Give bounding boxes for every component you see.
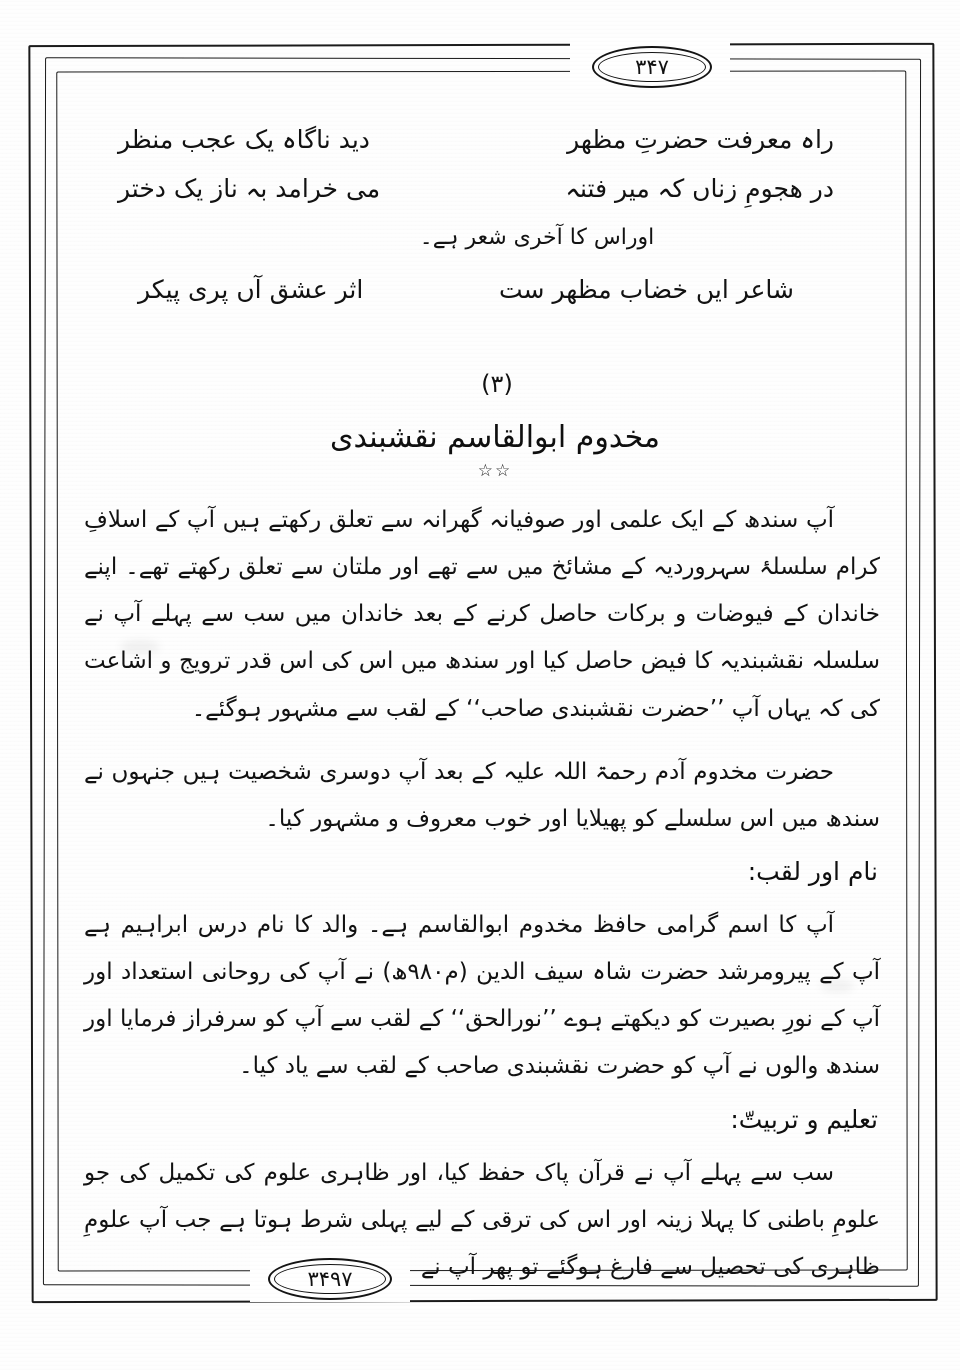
body-paragraph-name: آپ کا اسم گرامی حافظ مخدوم ابوالقاسم ہے۔ والد کا نام درس ابراہیم ہے آپ کے پیرومرشد حضرت شاہ سیف الدین (م۹۸۰ھ) نے آپ کی روحانی استعداد اور آپ کے نورِ بصیرت کو دیکھتے ہوے ’’نورالحق‘‘ کے لقب سے آپ کو سرفراز فرمایا اور سندھ والوں نے آپ کو حضرت نقشبندی صاحب کے لقب سے یاد کیا۔: [84, 911, 880, 1080]
hemistich-right: در هجومِ زناں کہ میر فتنہ: [565, 173, 834, 203]
body-paragraph: آپ سندھ کے ایک علمی اور صوفیانہ گھرانہ سے تعلق رکھتے ہیں آپ کے اسلافِ کرام سلسلۂ سہروردیہ کے مشائخ میں سے تھے اور ملتان سے تعلق رکھتے تھے۔ اپنے خاندان کے فیوضات و برکات حاصل کرنے کے بعد خاندان میں سب سے پہلے آپ نے سلسلہ نقشبندیہ کا فیض حاصل کیا اور سندھ میں اس کی اس قدر ترویج و اشاعت کی کہ یہاں آپ ’’حضرت نقشبندی صاحب‘‘ کے لقب سے مشہور ہوگئے۔: [84, 507, 880, 722]
hemistich-right: راہ معرفت حضرتِ مظهر: [567, 125, 834, 154]
star-ornament-icon: ☆☆: [477, 461, 513, 481]
hemistich-left: می خرامد بہ ناز یک دختر: [118, 173, 381, 203]
page-number-bottom: ۳۴۹۷: [268, 1258, 392, 1300]
body-paragraph-education: سب سے پہلے آپ نے قرآن پاک حفظ کیا، اور ظاہری علوم کی تکمیل کی جو علومِ باطنی کا پہلا زینہ اور اس کی ترقی کے لیے پہلی شرط ہوتا ہے جب آپ علومِ ظاہری کی تحصیل سے فارغ ہوگئے تو پھر آپ نے: [84, 1159, 880, 1280]
subheading-education: تعلیم و تربیتّ:: [730, 1104, 878, 1134]
hemistich-left: اثر عشق آں پری پیکر: [138, 274, 364, 304]
hemistich-left: دید ناگاہ یک عجب منظر: [118, 125, 370, 154]
verse-couplet-1: [104, 116, 840, 165]
section-number: (۳): [481, 370, 513, 398]
verse-note: اوراس کا آخری شعر ہے۔: [419, 224, 655, 250]
body-paragraph: حضرت مخدوم آدم رحمۃ اللہ علیہ کے بعد آپ دوسری شخصیت ہیں جنہوں نے سندھ میں اس سلسلے کو پھیلایا اور خوب معروف و مشہور کیا۔: [84, 758, 880, 832]
section-title: مخدوم ابوالقاسم نقشبندی: [329, 420, 660, 455]
hemistich-right: شاعر ایں خضاب مظهر ست: [499, 274, 794, 304]
subheading-name-and-title: نام اور لقب:: [747, 856, 878, 886]
verse-block: [84, 116, 880, 316]
verse-couplet-3: [104, 264, 840, 317]
page-number-top: ۳۴۷: [592, 46, 712, 88]
verse-couplet-2: [104, 165, 840, 214]
